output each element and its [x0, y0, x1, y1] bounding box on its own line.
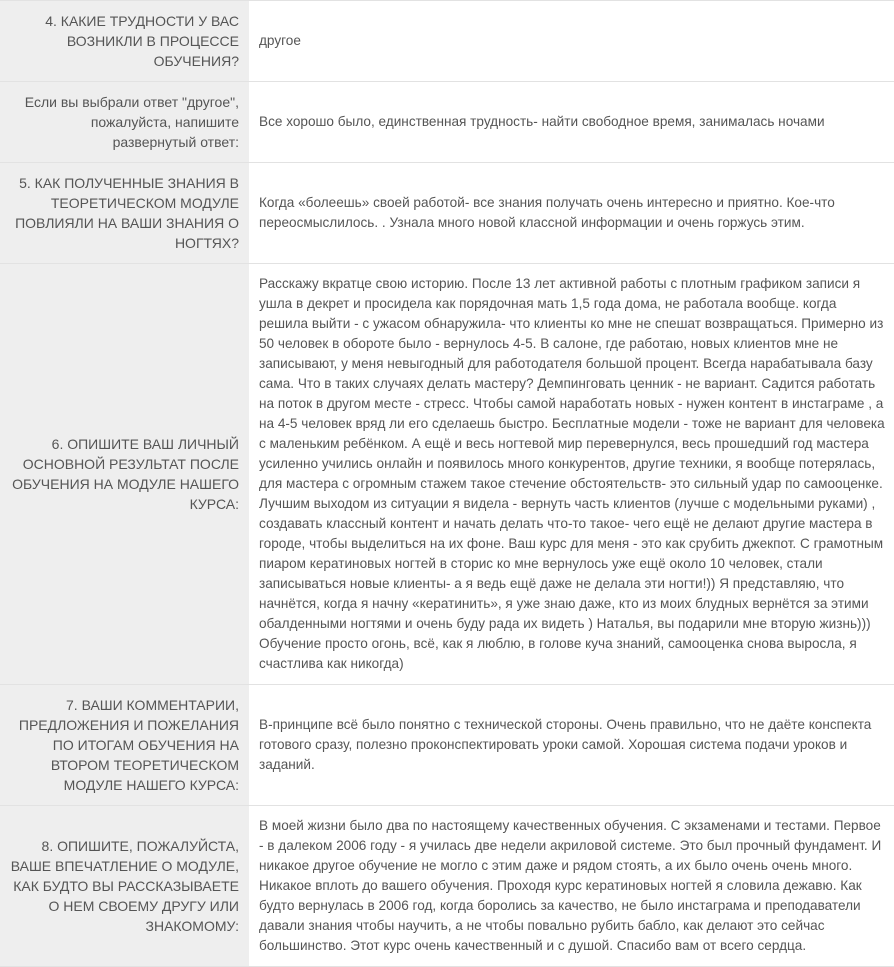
question-cell: 7. ВАШИ КОММЕНТАРИИ, ПРЕДЛОЖЕНИЯ И ПОЖЕЛАНИЯ ПО ИТОГАМ ОБУЧЕНИЯ НА ВТОРОМ ТЕОРЕТИЧЕСКОМ МОДУЛЕ НАШЕГО КУРСА: [0, 685, 249, 806]
answer-cell: Расскажу вкратце свою историю. После 13 лет активной работы с плотным графиком записи я ушла в декрет и просидела как порядочная мать 1,5 года дома, не работала вообще. когда решила выйти - с ужасом обнаружила- что клиенты ко мне не спешат возвращаться. Примерно из 50 человек в обороте было - вернулось 4-5. В салоне, где работаю, новых клиентов мне не записывают, у меня невыгодный для работодателя большой процент. Всегда нарабатывала базу сама. Что в таких случаях делать мастеру? Демпинговать ценник - не вариант. Садится работать на поток в другом месте - стресс. Чтобы самой наработать новых - нужен контент в инстаграме , а на 4-5 человек вряд ли его сделаешь быстро. Бесплатные модели - тоже не вариант для человека с маленьким ребёнком. А ещё и весь ногтевой мир перевернулся, весь прошедший год мастера усиленно учились онлайн и появилось много конкурентов, другие техники, я вообще потерялась, для мастера с огромным стажем такое стечение обстоятельств- это сильный удар по самооценке. Лучшим выходом из ситуации я видела - вернуть часть клиентов (лучше с модельными руками) , создавать классный контент и начать делать что-то такое- чего ещё не делают другие мастера в городе, чтобы выделиться на их фоне. Ваш курс для меня - это как срубить джекпот. С грамотным пиаром кератиновых ногтей в сторис ко мне вернулось уже ещё около 10 человек, стали записываться новые клиенты- а я ведь ещё даже не делала эти ногти!)) Я представляю, что начнётся, когда я начну «кератинить», я уже знаю даже, кто из моих блудных вернётся за этими обалденными ногтями и очень буду рада их видеть ) Наталья, вы подарили мне вторую жизнь))) Обучение просто огонь, всё, как я люблю, в голове куча знаний, самооценка снова выросла, я счастлива как никогда) [249, 264, 894, 685]
answer-cell: Когда «болеешь» своей работой- все знания получать очень интересно и приятно. Кое-что переосмыслилось. . Узнала много новой классной информации и очень горжусь этим. [249, 163, 894, 264]
question-cell: 8. ОПИШИТЕ, ПОЖАЛУЙСТА, ВАШЕ ВПЕЧАТЛЕНИЕ О МОДУЛЕ, КАК БУДТО ВЫ РАССКАЗЫВАЕТЕ О НЕМ СВОЕМУ ДРУГУ ИЛИ ЗНАКОМОМУ: [0, 806, 249, 967]
answer-cell: Все хорошо было, единственная трудность- найти свободное время, занималась ночами [249, 82, 894, 163]
question-cell: 5. КАК ПОЛУЧЕННЫЕ ЗНАНИЯ В ТЕОРЕТИЧЕСКОМ МОДУЛЕ ПОВЛИЯЛИ НА ВАШИ ЗНАНИЯ О НОГТЯХ? [0, 163, 249, 264]
question-cell: 4. КАКИЕ ТРУДНОСТИ У ВАС ВОЗНИКЛИ В ПРОЦЕССЕ ОБУЧЕНИЯ? [0, 1, 249, 82]
table-row [0, 82, 894, 163]
question-cell: Если вы выбрали ответ "другое", пожалуйста, напишите развернутый ответ: [0, 82, 249, 163]
table-row [0, 685, 894, 806]
table-row [0, 1, 894, 82]
table-row [0, 806, 894, 967]
question-cell: 6. ОПИШИТЕ ВАШ ЛИЧНЫЙ ОСНОВНОЙ РЕЗУЛЬТАТ ПОСЛЕ ОБУЧЕНИЯ НА МОДУЛЕ НАШЕГО КУРСА: [0, 264, 249, 685]
table-row [0, 264, 894, 685]
answer-cell: другое [249, 1, 894, 82]
answer-cell: В-принципе всё было понятно с технической стороны. Очень правильно, что не даёте конспекта готового сразу, полезно проконспектировать уроки самой. Хорошая система подачи уроков и заданий. [249, 685, 894, 806]
table-row [0, 163, 894, 264]
answer-cell: В моей жизни было два по настоящему качественных обучения. С экзаменами и тестами. Первое - в далеком 2006 году - я училась две недели акриловой системе. Это был прочный фундамент. И никакое другое обучение не могло с этим даже и рядом стоять, а их было очень очень много. Никакое вплоть до вашего обучения. Проходя курс кератиновых ногтей я словила дежавю. Как будто вернулась в 2006 год, когда боролись за качество, не было инстаграма и преподаватели давали знания чтобы научить, а не чтобы повально рубить бабло, как делают это сейчас большинство. Этот курс очень качественный и с душой. Спасибо вам от всего сердца. [249, 806, 894, 967]
